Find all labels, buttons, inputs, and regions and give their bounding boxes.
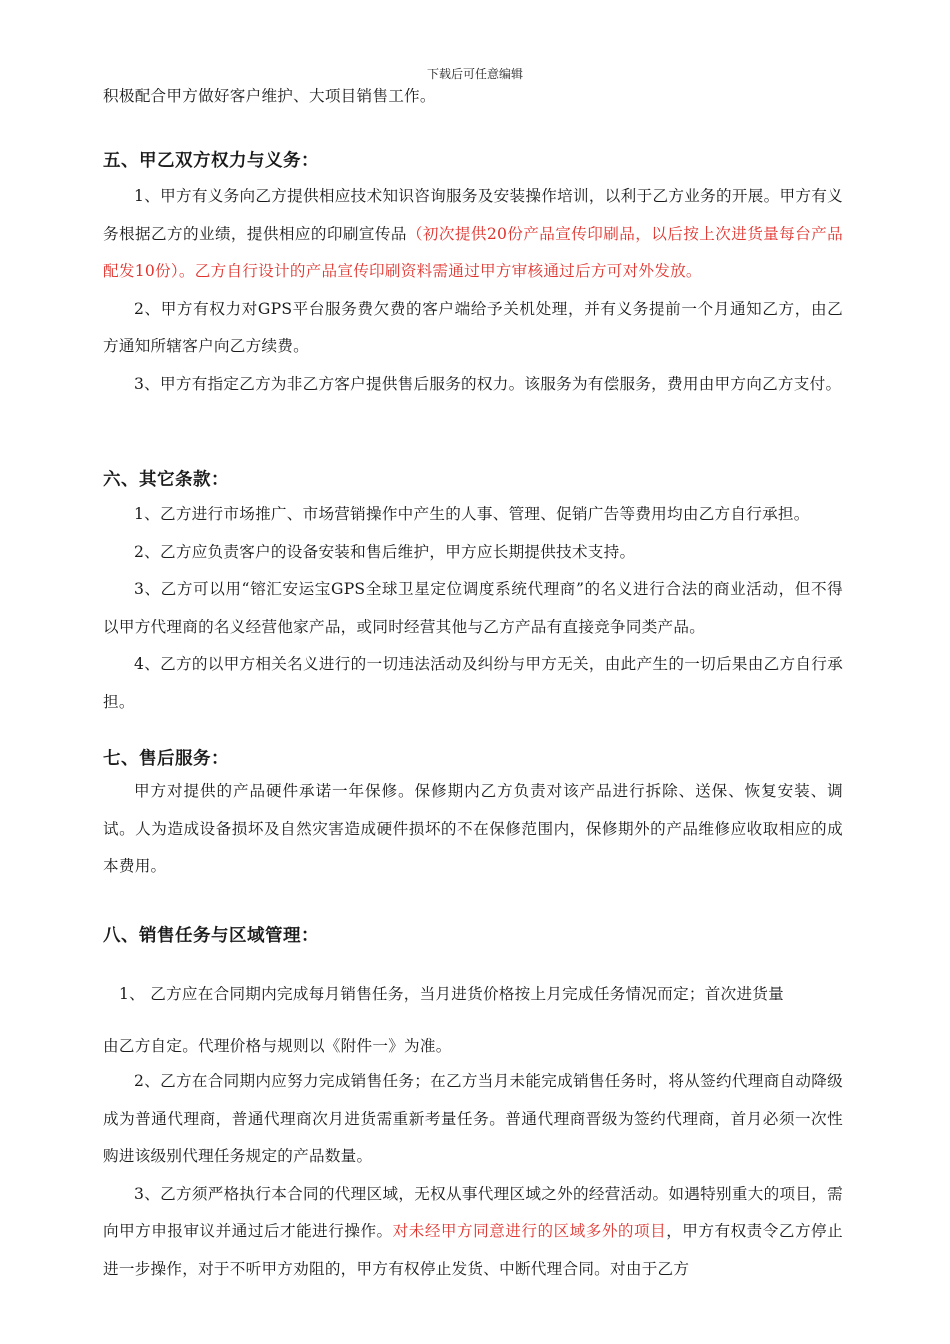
section-5-p1-highlight: （初次提供20份产品宣传印刷品，以后按上次进货量每台产品配发10份）。乙方自行设计的产品宣传印刷资料需通过甲方审核通过后方可对外发放。 xyxy=(103,224,843,280)
section-8-paragraph-3 xyxy=(103,1176,843,1289)
section-7 xyxy=(103,745,843,773)
section-5-paragraph-1 xyxy=(103,178,843,291)
section-5-heading: 五、甲乙双方权力与义务： xyxy=(103,151,319,171)
section-5-p1-text: 1、甲方有义务向乙方提供相应技术知识咨询服务及安装操作培训，以利于乙方业务的开展。甲方有义务根据乙方的业绩，提供相应的印刷宣传品 xyxy=(103,187,843,243)
section-6-paragraph-1: 1、乙方进行市场推广、市场营销操作中产生的人事、管理、促销广告等费用均由乙方自行承担。 xyxy=(134,505,810,523)
section-6-paragraph-2: 2、乙方应负责客户的设备安装和售后维护，甲方应长期提供技术支持。 xyxy=(134,542,636,561)
section-6-heading: 六、其它条款： xyxy=(103,470,229,490)
section-8-p1-line1: 1、 乙方应在合同期内完成每月销售任务，当月进货价格按上月完成任务情况而定；首次进货量 xyxy=(119,985,784,1003)
section-6 xyxy=(103,466,843,494)
section-8-paragraph-2: 2、乙方在合同期内应努力完成销售任务；在乙方当月未能完成销售任务时，将从签约代理商自动降级成为普通代理商，普通代理商次月进货需重新考量任务。普通代理商晋级为签约代理商，首月必须一次性购进该级别代理任务规定的产品数量。 xyxy=(103,1072,843,1165)
section-8-item-1 xyxy=(103,982,843,1006)
section-8-p3-text-a: 3、乙方须严格执行本合同的代理区域，无权从事代理区域之外的经营活动。如遇特别重大的项目，需向甲方申报审议并通过后才能进行操作。 xyxy=(103,1184,843,1240)
intro-paragraph xyxy=(103,78,843,116)
section-5-paragraph-2: 2、甲方有权力对GPS平台服务费欠费的客户端给予关机处理，并有义务提前一个月通知乙方，由乙方通知所辖客户向乙方续费。 xyxy=(103,299,843,355)
section-6-body xyxy=(103,496,843,721)
section-6-paragraph-3: 3、乙方可以用“镕汇安运宝GPS全球卫星定位调度系统代理商”的名义进行合法的商业活动，但不得以甲方代理商的名义经营他家产品，或同时经营其他与乙方产品有直接竞争同类产品。 xyxy=(103,580,843,636)
section-8 xyxy=(103,922,843,950)
section-7-paragraph-1: 甲方对提供的产品硬件承诺一年保修。保修期内乙方负责对该产品进行拆除、送保、恢复安装、调试。人为造成设备损坏及自然灾害造成硬件损坏的不在保修范围内，保修期外的产品维修应收取相应的成本费用。 xyxy=(103,782,843,875)
section-6-paragraph-4: 4、乙方的以甲方相关名义进行的一切违法活动及纠纷与甲方无关，由此产生的一切后果由乙方自行承担。 xyxy=(103,655,843,711)
section-8-item-1-cont xyxy=(103,1034,843,1058)
section-8-p3-text-b: ，甲方有权责令乙方停止进一步操作，对于不听甲方劝阻的，甲方有权停止发货、中断代理合同。对由于乙方 xyxy=(103,1222,843,1278)
section-7-body xyxy=(103,773,843,886)
section-8-body xyxy=(103,1063,843,1288)
header-note: 下载后可任意编辑 xyxy=(426,67,523,81)
section-5-paragraph-3: 3、甲方有指定乙方为非乙方客户提供售后服务的权力。该服务为有偿服务，费用由甲方向乙方支付。 xyxy=(134,374,842,393)
section-8-heading: 八、销售任务与区域管理： xyxy=(103,926,319,946)
section-8-p3-highlight: 对未经甲方同意进行的区域多外的项目 xyxy=(392,1222,667,1240)
section-8-p1-line2: 由乙方自定。代理价格与规则以《附件一》为准。 xyxy=(103,1037,452,1055)
intro-line: 积极配合甲方做好客户维护、大项目销售工作。 xyxy=(103,87,436,105)
section-5-body xyxy=(103,178,843,403)
section-7-heading: 七、售后服务： xyxy=(103,749,229,769)
section-5 xyxy=(103,147,843,175)
